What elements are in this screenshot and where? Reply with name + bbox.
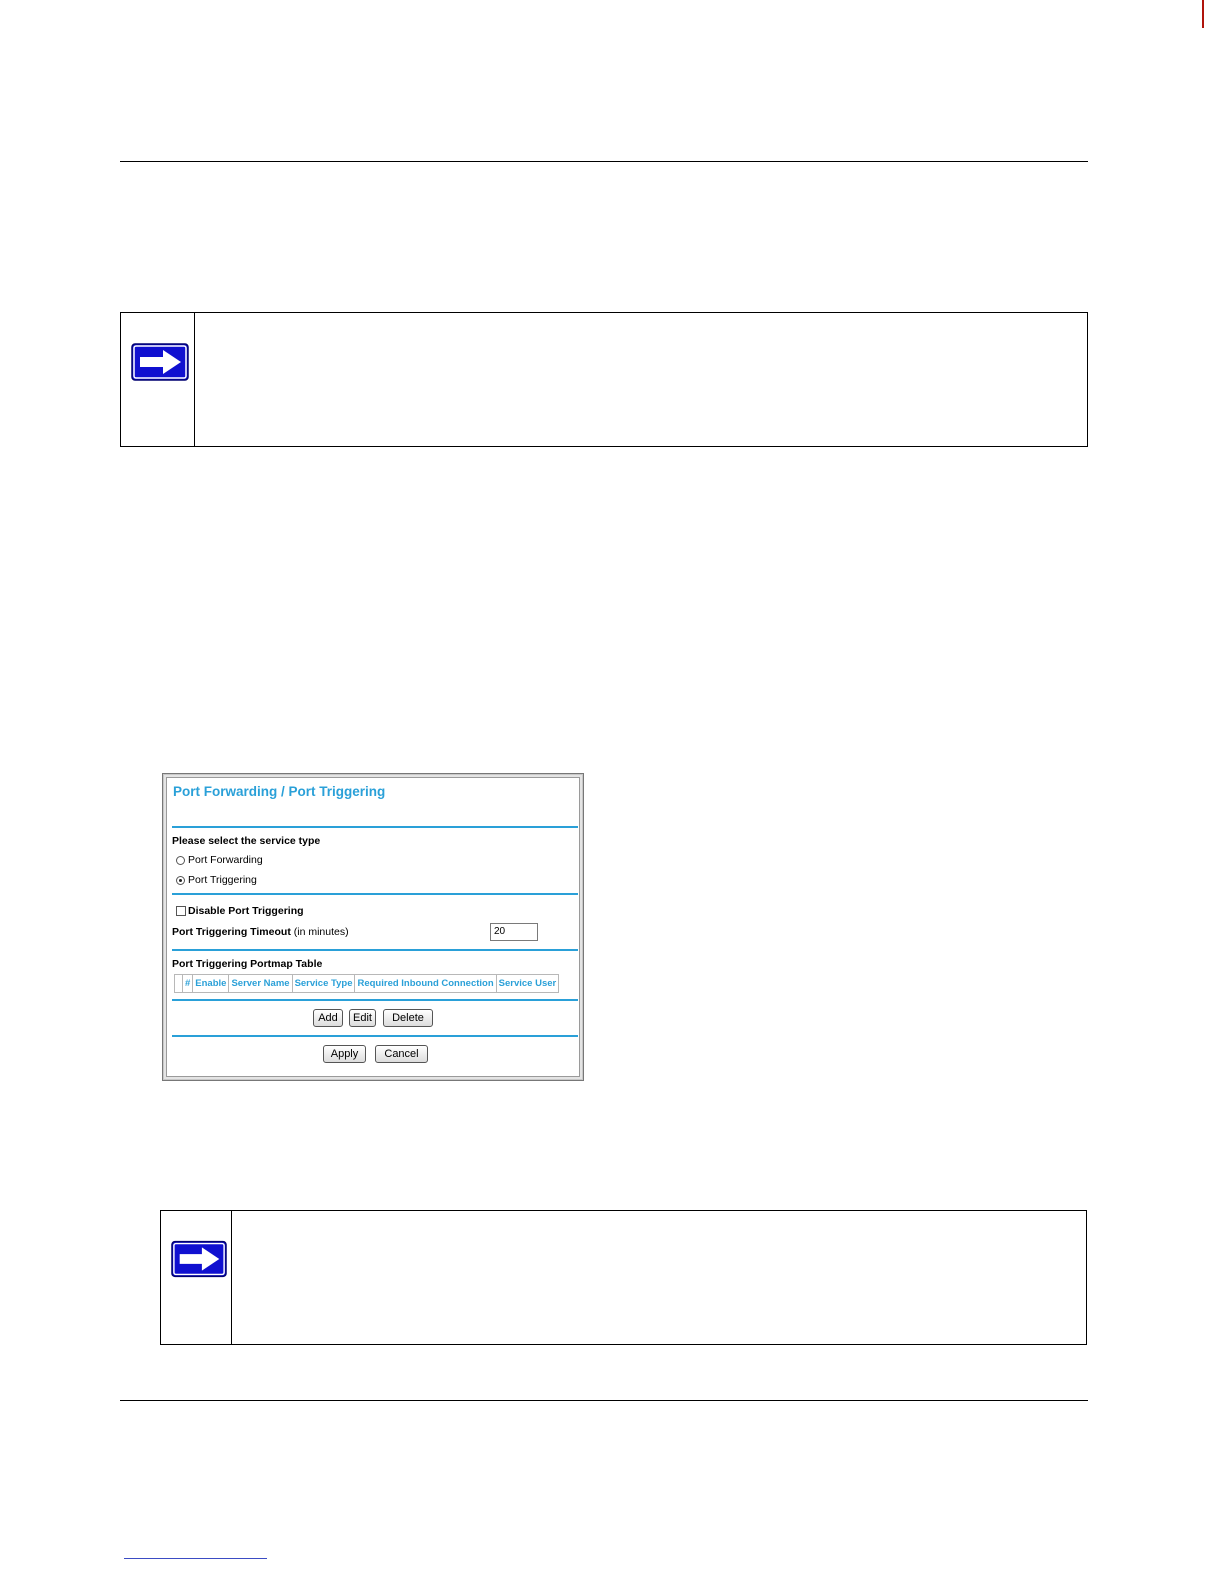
- table-title: Port Triggering Portmap Table: [172, 958, 323, 970]
- portmap-table: [174, 974, 559, 993]
- checkbox[interactable]: [176, 906, 186, 916]
- radio-port-forwarding[interactable]: [176, 854, 263, 866]
- separator: [172, 893, 578, 895]
- timeout-unit: (in minutes): [293, 926, 349, 938]
- timeout-label-text: Port Triggering Timeout: [172, 926, 291, 938]
- apply-button[interactable]: Apply: [323, 1045, 366, 1063]
- separator: [172, 949, 578, 951]
- note-divider: [231, 1211, 232, 1344]
- checkbox-label: Disable Port Triggering: [188, 905, 304, 917]
- header-rule: [120, 161, 1088, 162]
- radio-label: Port Forwarding: [188, 854, 263, 866]
- service-type-label: Please select the service type: [172, 835, 321, 847]
- note-divider: [194, 313, 195, 446]
- separator: [172, 1035, 578, 1037]
- col-service-user: Service User: [496, 975, 559, 993]
- table-header-row: [175, 975, 559, 993]
- col-inbound-connection: Required Inbound Connection: [355, 975, 496, 993]
- radio-port-triggering[interactable]: [176, 874, 257, 886]
- separator: [172, 826, 578, 828]
- note-box: [120, 312, 1088, 447]
- disable-port-triggering[interactable]: [176, 905, 304, 917]
- footer-rule: [120, 1400, 1088, 1401]
- add-button[interactable]: Add: [313, 1009, 343, 1027]
- radio-label: Port Triggering: [188, 874, 257, 886]
- col-service-type: Service Type: [292, 975, 355, 993]
- cancel-button[interactable]: Cancel: [375, 1045, 428, 1063]
- col-select: [175, 975, 183, 993]
- note-arrow-icon: [171, 1240, 227, 1278]
- col-server-name: Server Name: [229, 975, 292, 993]
- col-enable: Enable: [193, 975, 229, 993]
- note-arrow-icon: [131, 343, 189, 381]
- footer-link-underline: [124, 1558, 267, 1559]
- router-settings-screenshot: [162, 773, 584, 1081]
- delete-button[interactable]: Delete: [383, 1009, 433, 1027]
- timeout-input[interactable]: 20: [490, 923, 538, 941]
- page-edge-marker: [1202, 0, 1204, 28]
- radio-button[interactable]: [176, 876, 185, 885]
- edit-button[interactable]: Edit: [349, 1009, 376, 1027]
- page-title: Port Forwarding / Port Triggering: [173, 784, 386, 799]
- separator: [172, 999, 578, 1001]
- col-number: #: [183, 975, 193, 993]
- note-box: [160, 1210, 1087, 1345]
- timeout-label: [172, 926, 349, 938]
- radio-button[interactable]: [176, 856, 185, 865]
